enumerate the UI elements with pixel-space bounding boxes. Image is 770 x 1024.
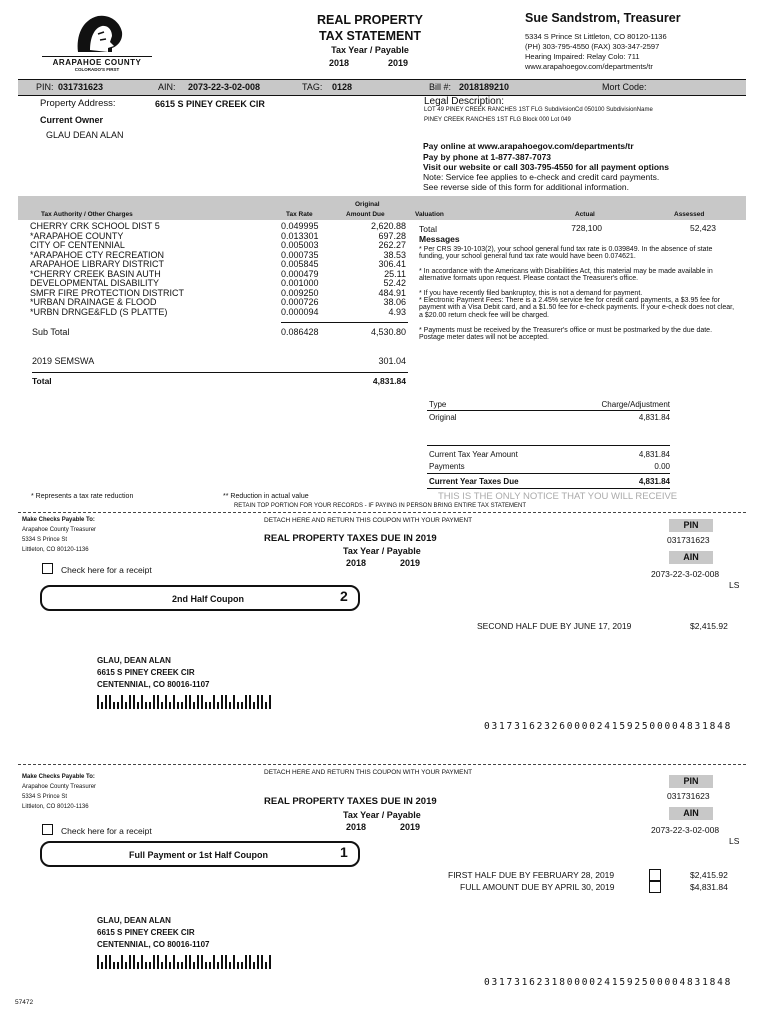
tag-label: TAG: [302, 82, 323, 92]
current-amount-label: Current Tax Year Amount [429, 450, 518, 459]
col-assessed: Assessed [674, 211, 705, 218]
adjustment-type-label: Type [429, 400, 447, 409]
coupon2-owner-city: CENTENNIAL, CO 80016-1107 [97, 680, 210, 689]
coupon2-postal-barcode [97, 695, 277, 709]
coupon1-pin-tag: PIN [669, 775, 713, 788]
subtotal-label: Sub Total [32, 327, 70, 337]
coupon2-ain-tag: AIN [669, 551, 713, 564]
current-amount: 4,831.84 [638, 450, 670, 459]
coupon1-city: Littleton, CO 80120-1136 [22, 804, 89, 810]
legal-description-2: PINEY CREEK RANCHES 1ST FLG Block 000 Lot 049 [424, 117, 571, 123]
coupon2-receipt-label: Check here for a receipt [61, 565, 152, 575]
coupon1-detach-line [18, 764, 746, 765]
coupon2-city: Littleton, CO 80120-1136 [22, 547, 89, 553]
subtotal-amount: 4,530.80 [370, 327, 406, 337]
coupon1-detach-text: DETACH HERE AND RETURN THIS COUPON WITH YOUR PAYMENT [264, 769, 473, 776]
semswa-amount: 301.04 [378, 356, 406, 366]
coupon1-pin: 031731623 [667, 791, 710, 801]
coupon2-number: 2 [340, 588, 348, 604]
coupon1-owner-street: 6615 S PINEY CREEK CIR [97, 928, 195, 937]
treasurer-phone: (PH) 303-795-4550 (FAX) 303-347-2597 [525, 42, 660, 51]
coupon1-receipt-label: Check here for a receipt [61, 826, 152, 836]
coupon1-ls: LS [729, 836, 740, 846]
treasurer-address: 5334 S Prince St Littleton, CO 80120-1136 [525, 32, 667, 41]
taxes-due-amount: 4,831.84 [638, 477, 670, 486]
legal-description-1: LOT 49 PINEY CREEK RANCHES 1ST FLG SubdivisionCd 050100 SubdivisionName [424, 107, 653, 113]
coupon1-payable-year: 2019 [400, 822, 421, 832]
taxes-due-label: Current Year Taxes Due [429, 477, 519, 486]
subtotal-rate: 0.086428 [281, 327, 319, 337]
authority-rate: 0.049995 [281, 221, 319, 231]
payable-year: 2019 [388, 58, 409, 68]
bill-value: 2018189210 [459, 82, 510, 92]
authority-rate: 0.000479 [281, 268, 319, 279]
authority-name: *CHERRY CREEK BASIN AUTH [30, 268, 161, 279]
tag-value: 0128 [332, 82, 353, 92]
coupon1-label: Full Payment or 1st Half Coupon [129, 850, 269, 860]
treasurer-name: Sue Sandstrom, Treasurer [525, 11, 681, 25]
current-divider [427, 445, 670, 446]
due-underline [427, 488, 670, 489]
payments-label: Payments [429, 462, 465, 471]
treasurer-website: www.arapahoegov.com/departments/tr [525, 62, 653, 71]
authority-name: *ARAPAHOE CTY RECREATION [30, 249, 165, 260]
authority-amount: 52.42 [383, 278, 406, 288]
authority-rate: 0.005003 [281, 240, 319, 250]
tax-year-label: Tax Year / Payable [331, 45, 409, 55]
current-owner: GLAU DEAN ALAN [46, 130, 124, 140]
logo-name: ARAPAHOE COUNTY [42, 56, 152, 67]
authority-rate: 0.001000 [281, 278, 319, 288]
tax-year: 2018 [329, 58, 350, 68]
property-address-label: Property Address: [40, 98, 116, 109]
coupon1-payee: Arapahoe County Treasurer [22, 784, 97, 790]
authority-amount: 262.27 [378, 240, 406, 250]
visit-website: Visit our website or call 303-795-4550 for all payment options [423, 162, 669, 172]
adjustment-original-amount: 4,831.84 [638, 413, 670, 422]
statement-title-2: TAX STATEMENT [318, 29, 422, 43]
authority-amount: 25.11 [384, 268, 406, 279]
authority-name: ARAPAHOE LIBRARY DISTRICT [30, 259, 165, 269]
authority-amount: 38.53 [383, 249, 406, 260]
full-amount: $4,831.84 [690, 882, 728, 892]
mort-code-label: Mort Code: [602, 82, 647, 92]
message-payment-fees: * Electronic Payment Fees: There is a 2.45% service fee for credit card payments, a $3.95 fee for payment with a Visa Debit card, and a $1.50 fee for e-check payments. If your e-check does not clear, a $20.00 return check fee will be charged. [419, 297, 735, 319]
col-actual: Actual [575, 211, 595, 218]
subtotal-divider [281, 322, 408, 323]
current-owner-label: Current Owner [40, 115, 104, 125]
bill-label: Bill #: [429, 82, 452, 92]
statement-title-1: REAL PROPERTY [316, 13, 424, 27]
authority-amount: 306.41 [378, 259, 406, 269]
authority-name: *ARAPAHOE COUNTY [30, 230, 124, 241]
col-original-2: Amount Due [346, 211, 385, 218]
valuation-total-label: Total [419, 224, 437, 234]
authority-amount: 697.28 [378, 230, 406, 241]
message-bankruptcy: * If you have recently filed bankruptcy, this is not a demand for payment. [419, 290, 643, 297]
coupon2-scanline: 031731623260000241592500004831848 [484, 721, 733, 732]
authority-name: DEVELOPMENTAL DISABILITY [30, 278, 160, 288]
authority-name: *URBN DRNGE&FLD (S PLATTE) [30, 306, 168, 317]
coupon2-detach-line [18, 512, 746, 513]
first-half-due-text: FIRST HALF DUE BY FEBRUARY 28, 2019 [448, 870, 615, 880]
pay-online: Pay online at www.arapahoegov.com/departments/tr [423, 141, 634, 151]
coupon1-tax-year-label: Tax Year / Payable [343, 810, 421, 820]
valuation-actual: 728,100 [571, 223, 602, 233]
pin-value: 031731623 [58, 82, 104, 92]
coupon1-tax-year: 2018 [346, 822, 367, 832]
footnote-rate-reduction: * Represents a tax rate reduction [31, 493, 134, 500]
retain-notice: RETAIN TOP PORTION FOR YOUR RECORDS - IF PAYING IN PERSON BRING ENTIRE TAX STATEMENT [233, 503, 527, 509]
adjustment-charge-label: Charge/Adjustment [601, 400, 670, 409]
full-amount-due-text: FULL AMOUNT DUE BY APRIL 30, 2019 [460, 882, 615, 892]
ain-value: 2073-22-3-02-008 [188, 82, 261, 92]
col-original-1: Original [355, 201, 380, 208]
only-notice-banner: THIS IS THE ONLY NOTICE THAT YOU WILL RECEIVE [438, 491, 678, 502]
coupon2-ain: 2073-22-3-02-008 [651, 569, 720, 579]
first-half-checkbox[interactable] [649, 869, 661, 881]
authority-rate: 0.000726 [281, 297, 319, 307]
form-number: 57472 [15, 999, 34, 1006]
reverse-side-note: See reverse side of this form for additional information. [423, 182, 629, 192]
coupon2-tax-year-label: Tax Year / Payable [343, 546, 421, 556]
coupon2-due-amount: $2,415.92 [690, 621, 728, 631]
ain-label: AIN: [158, 82, 176, 92]
messages-label: Messages [419, 234, 460, 244]
authority-amount: 4.93 [388, 306, 406, 317]
coupon1-owner-city: CENTENNIAL, CO 80016-1107 [97, 940, 210, 949]
coupon2-label: 2nd Half Coupon [172, 594, 244, 604]
coupon1-owner-name: GLAU, DEAN ALAN [97, 916, 171, 925]
coupon2-owner-street: 6615 S PINEY CREEK CIR [97, 668, 195, 677]
message-school-rate: * Per CRS 39-10-103(2), your school general fund tax rate is 0.039849. In the absence of state funding, your school general fund tax rate would have been 0.074621. [419, 246, 713, 261]
authority-rate: 0.005845 [281, 259, 319, 269]
authority-name: *URBAN DRAINAGE & FLOOD [30, 297, 157, 307]
coupon1-scanline: 031731623180000241592500004831848 [484, 977, 733, 988]
col-valuation: Valuation [415, 211, 444, 218]
authority-amount: 484.91 [378, 287, 406, 298]
coupon2-due-text: SECOND HALF DUE BY JUNE 17, 2019 [477, 621, 632, 631]
coupon1-receipt-checkbox[interactable] [42, 824, 53, 835]
pin-label: PIN: [36, 82, 54, 92]
valuation-assessed: 52,423 [690, 223, 716, 233]
total-divider [32, 372, 408, 373]
coupon1-ain: 2073-22-3-02-008 [651, 825, 720, 835]
legal-description-label: Legal Description: [424, 96, 505, 107]
col-tax-rate: Tax Rate [286, 211, 313, 218]
authority-rate: 0.000094 [281, 306, 319, 317]
logo-tagline: COLORADO'S FIRST [74, 67, 120, 72]
coupon2-detach-text: DETACH HERE AND RETURN THIS COUPON WITH YOUR PAYMENT [264, 517, 473, 524]
chief-head-icon [68, 12, 128, 54]
authority-rate: 0.000735 [281, 249, 319, 260]
footnote-actual-reduction: ** Reduction in actual value [223, 493, 309, 500]
authority-rate: 0.013301 [281, 230, 319, 241]
first-half-amount: $2,415.92 [690, 870, 728, 880]
coupon2-payable-year: 2019 [400, 558, 421, 568]
adjustment-original-label: Original [429, 413, 457, 422]
coupon2-pin: 031731623 [667, 535, 710, 545]
coupon2-owner-name: GLAU, DEAN ALAN [97, 656, 171, 665]
coupon2-ls: LS [729, 580, 740, 590]
total-label: Total [32, 376, 52, 386]
col-tax-authority: Tax Authority / Other Charges [41, 211, 133, 218]
coupon2-payee: Arapahoe County Treasurer [22, 527, 97, 533]
authority-name: SMFR FIRE PROTECTION DISTRICT [30, 287, 184, 298]
adjustment-divider [427, 410, 670, 411]
coupon1-ain-tag: AIN [669, 807, 713, 820]
message-postmark: * Payments must be received by the Treasurer's office or must be postmarked by the due date. Postage meter dates will not be accepted. [419, 327, 713, 342]
coupon2-checks-label: Make Checks Payable To: [22, 517, 95, 523]
authority-name: CITY OF CENTENNIAL [30, 240, 125, 250]
county-logo [42, 12, 152, 74]
coupon2-street: 5334 S Prince St [22, 537, 68, 543]
service-fee-note: Note: Service fee applies to e-check and credit card payments. [423, 172, 660, 182]
semswa-label: 2019 SEMSWA [32, 356, 95, 366]
coupon2-title: REAL PROPERTY TAXES DUE IN 2019 [264, 533, 437, 544]
coupon1-title: REAL PROPERTY TAXES DUE IN 2019 [264, 796, 437, 807]
coupon1-number: 1 [340, 844, 348, 860]
authority-amount: 38.06 [383, 297, 406, 307]
property-address: 6615 S PINEY CREEK CIR [155, 99, 265, 109]
coupon1-checks-label: Make Checks Payable To: [22, 774, 95, 780]
coupon2-receipt-checkbox[interactable] [42, 563, 53, 574]
coupon1-street: 5334 S Prince St [22, 794, 68, 800]
total-amount: 4,831.84 [372, 376, 406, 386]
coupon2-tax-year: 2018 [346, 558, 367, 568]
authority-rate: 0.009250 [281, 287, 319, 298]
coupon2-pin-tag: PIN [669, 519, 713, 532]
message-ada: * In accordance with the Americans with Disabilities Act, this material may be made available in alternative formats upon request. Please contact the Treasurer's office. [419, 268, 713, 283]
authority-name: CHERRY CRK SCHOOL DIST 5 [30, 221, 160, 231]
pay-by-phone: Pay by phone at 1-877-387-7073 [423, 152, 552, 162]
coupon1-postal-barcode [97, 955, 277, 969]
due-divider [427, 473, 670, 474]
treasurer-hearing: Hearing Impaired: Relay Colo: 711 [525, 52, 640, 61]
payments-amount: 0.00 [654, 462, 670, 471]
authority-amount: 2,620.88 [370, 221, 406, 231]
full-amount-checkbox[interactable] [649, 881, 661, 893]
